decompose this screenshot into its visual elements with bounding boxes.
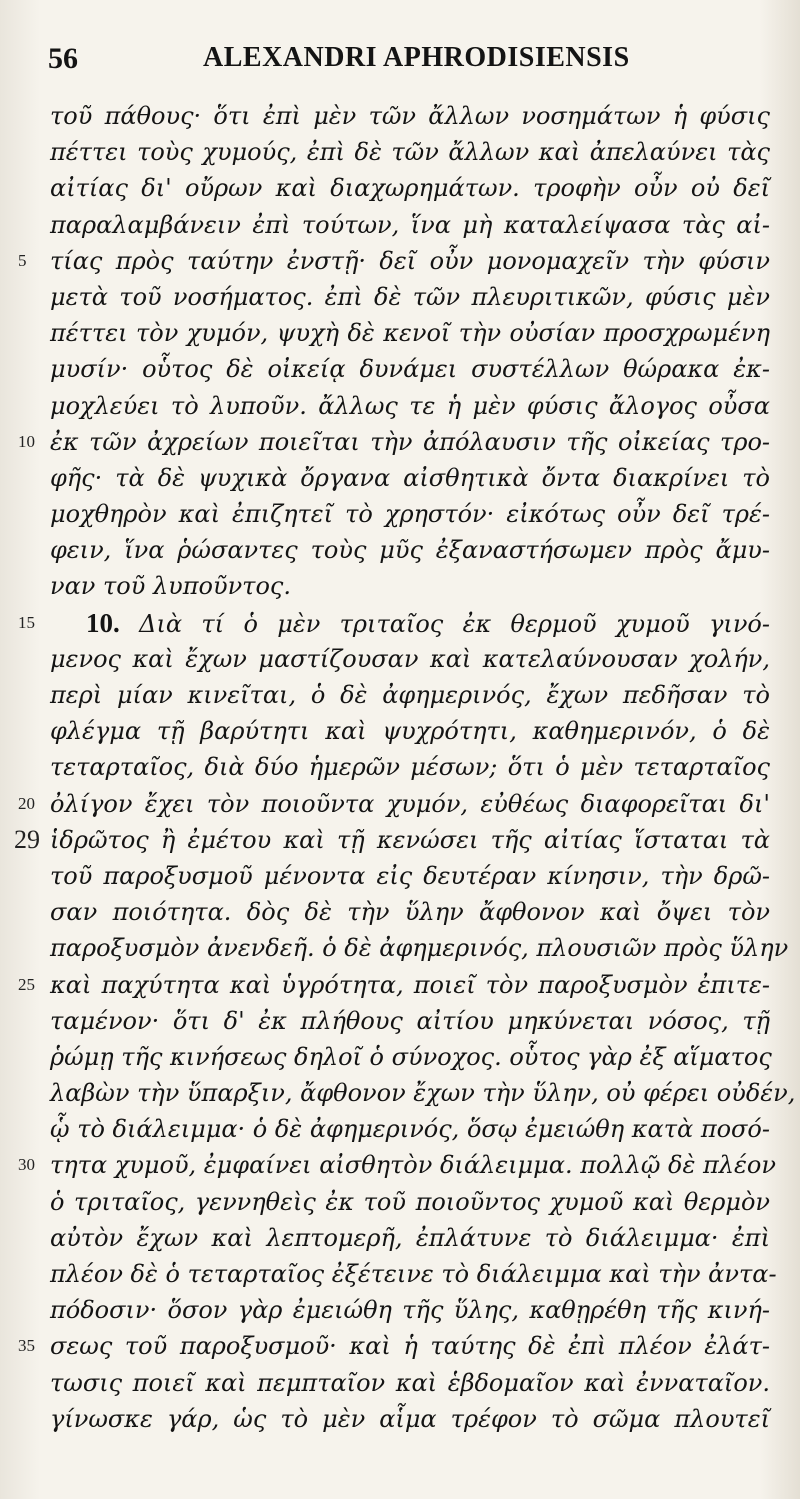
line-text: σεως τοῦ παροξυσμοῦ· καὶ ἡ ταύτης δὲ ἐπὶ πλέον ἐλάτ- xyxy=(50,1332,770,1361)
text-line xyxy=(0,641,800,677)
line-text: μοχθηρὸν καὶ ἐπιζητεῖ τὸ χρηστόν· εἰκότως οὖν δεῖ τρέ- xyxy=(50,500,770,529)
text-line xyxy=(0,930,800,966)
line-text: σαν ποιότητα. δὸς δὲ τὴν ὕλην ἄφθονον καὶ ὄψει τὸν xyxy=(50,898,770,927)
line-text: τοῦ παροξυσμοῦ μένοντα εἰς δευτέραν κίνησιν, τὴν δρῶ- xyxy=(50,861,770,890)
text-line xyxy=(0,98,800,134)
line-number: 10 xyxy=(18,431,35,451)
text-line xyxy=(0,134,800,170)
line-text: ᾧ τὸ διάλειμμα· ὁ δὲ ἀφημερινός, ὅσῳ ἐμειώθη κατὰ ποσό- xyxy=(50,1115,770,1144)
line-number: 15 xyxy=(18,612,35,632)
line-text xyxy=(86,605,770,641)
text-line xyxy=(0,749,800,785)
text-line xyxy=(0,460,800,496)
line-text: αἰτίας δι' οὔρων καὶ διαχωρημάτων. τροφὴν οὖν οὐ δεῖ xyxy=(50,174,770,203)
line-text: τίας πρὸς ταύτην ἐνστῇ· δεῖ οὖν μονομαχεῖν τὴν φύσιν xyxy=(50,246,770,275)
line-text: ἐκ τῶν ἀχρείων ποιεῖται τὴν ἀπόλαυσιν τῆς οἰκείας τρο- xyxy=(50,427,770,456)
line-text: ταμένον· ὅτι δ' ἐκ πλήθους αἰτίου μηκύνεται νόσος, τῇ xyxy=(50,1006,770,1035)
text-line xyxy=(0,388,800,424)
line-text: ῥώμῃ τῆς κινήσεως δηλοῖ ὁ σύνοχος. οὗτος γὰρ ἐξ αἵματος xyxy=(50,1042,772,1071)
line-text: ὁ τριταῖος, γεννηθεὶς ἐκ τοῦ ποιοῦντος χυμοῦ καὶ θερμὸν xyxy=(50,1187,770,1216)
text-line xyxy=(0,1365,800,1401)
text-line xyxy=(0,1075,800,1111)
margin-page-reference: 29 xyxy=(14,824,40,854)
text-line xyxy=(0,822,800,858)
line-text-content: Διὰ τί ὁ μὲν τριταῖος ἐκ θερμοῦ χυμοῦ γινό- xyxy=(139,609,770,638)
line-text: γίνωσκε γάρ, ὡς τὸ μὲν αἷμα τρέφον τὸ σῶμα πλουτεῖ xyxy=(50,1404,770,1433)
text-line xyxy=(0,894,800,930)
text-line xyxy=(0,243,800,279)
line-text: τητα χυμοῦ, ἐμφαίνει αἰσθητὸν διάλειμμα. πολλῷ δὲ πλέον xyxy=(50,1151,776,1180)
line-text: παροξυσμὸν ἀνενδεῆ. ὁ δὲ ἀφημερινός, πλουσιῶν πρὸς ὕλην xyxy=(50,934,789,963)
line-text: μενος καὶ ἔχων μαστίζουσαν καὶ κατελαύνουσαν χολήν, xyxy=(50,644,770,673)
text-line xyxy=(0,858,800,894)
text-line xyxy=(0,279,800,315)
line-text: πόδοσιν· ὅσον γὰρ ἐμειώθη τῆς ὕλης, καθῃρέθη τῆς κινή- xyxy=(50,1296,770,1325)
text-line xyxy=(0,1401,800,1437)
text-line xyxy=(0,1003,800,1039)
text-line xyxy=(0,1184,800,1220)
line-text: καὶ παχύτητα καὶ ὑγρότητα, ποιεῖ τὸν παροξυσμὸν ἐπιτε- xyxy=(50,970,770,999)
text-line xyxy=(0,786,800,822)
line-text: περὶ μίαν κινεῖται, ὁ δὲ ἀφημερινός, ἔχων πεδῆσαν τὸ xyxy=(50,681,770,709)
text-line xyxy=(0,496,800,532)
text-line xyxy=(0,424,800,460)
text-line xyxy=(0,532,800,568)
section-number: 10. xyxy=(86,607,120,638)
line-text: τοῦ πάθους· ὅτι ἐπὶ μὲν τῶν ἄλλων νοσημάτων ἡ φύσις xyxy=(50,102,770,130)
text-line xyxy=(0,1292,800,1328)
text-line xyxy=(0,1147,800,1183)
text-line xyxy=(0,1111,800,1147)
line-text: τωσις ποιεῖ καὶ πεμπταῖον καὶ ἑβδομαῖον καὶ ἐνναταῖον. xyxy=(50,1368,770,1397)
text-line xyxy=(0,713,800,749)
line-text: πλέον δὲ ὁ τεταρταῖος ἐξέτεινε τὸ διάλειμμα καὶ τὴν ἀντα- xyxy=(50,1260,777,1288)
text-line xyxy=(0,315,800,351)
line-number: 20 xyxy=(18,793,35,813)
text-line xyxy=(0,605,800,641)
text-line xyxy=(0,967,800,1003)
line-text: τεταρταῖος, διὰ δύο ἡμερῶν μέσων; ὅτι ὁ μὲν τεταρταῖος xyxy=(50,753,770,782)
line-text: φλέγμα τῇ βαρύτητι καὶ ψυχρότητι, καθημερινόν, ὁ δὲ xyxy=(50,717,770,746)
line-text: παραλαμβάνειν ἐπὶ τούτων, ἵνα μὴ καταλείψασα τὰς αἰ- xyxy=(50,210,770,239)
greek-text-body xyxy=(0,98,800,1437)
line-text: αὐτὸν ἔχων καὶ λεπτομερῆ, ἐπλάτυνε τὸ διάλειμμα· ἐπὶ xyxy=(50,1223,770,1252)
line-text: μυσίν· οὗτος δὲ οἰκείᾳ δυνάμει συστέλλων θώρακα ἐκ- xyxy=(50,355,770,384)
line-text: πέττει τὸν χυμόν, ψυχὴ δὲ κενοῖ τὴν οὐσίαν προσχρωμένη xyxy=(50,319,770,348)
running-title: ALEXANDRI APHRODISIENSIS xyxy=(203,42,630,73)
page-number: 56 xyxy=(48,42,78,75)
line-text: ὀλίγον ἔχει τὸν ποιοῦντα χυμόν, εὐθέως διαφορεῖται δι' xyxy=(50,789,770,818)
text-line xyxy=(0,1039,800,1075)
text-line xyxy=(0,351,800,387)
text-line xyxy=(0,568,800,604)
page-header xyxy=(48,42,748,82)
line-text: φειν, ἵνα ῥώσαντες τοὺς μῦς ἐξαναστήσωμεν πρὸς ἄμυ- xyxy=(50,536,770,565)
line-number: 5 xyxy=(18,250,27,270)
text-line xyxy=(0,207,800,243)
line-number: 30 xyxy=(18,1155,35,1175)
text-line xyxy=(0,1328,800,1364)
text-line xyxy=(0,1220,800,1256)
text-line xyxy=(0,677,800,713)
line-number: 25 xyxy=(18,974,35,994)
line-text: λαβὼν τὴν ὕπαρξιν, ἄφθονον ἔχων τὴν ὕλην, οὐ φέρει οὐδέν, xyxy=(50,1079,796,1108)
line-text: πέττει τοὺς χυμούς, ἐπὶ δὲ τῶν ἄλλων καὶ ἀπελαύνει τὰς xyxy=(50,138,770,167)
line-text: φῆς· τὰ δὲ ψυχικὰ ὄργανα αἰσθητικὰ ὄντα διακρίνει τὸ xyxy=(50,463,770,492)
line-number: 35 xyxy=(18,1336,35,1356)
line-text: ἱδρῶτος ἢ ἐμέτου καὶ τῇ κενώσει τῆς αἰτίας ἵσταται τὰ xyxy=(50,825,770,854)
line-text: μοχλεύει τὸ λυποῦν. ἄλλως τε ἡ μὲν φύσις ἄλογος οὖσα xyxy=(50,391,770,420)
line-text: μετὰ τοῦ νοσήματος. ἐπὶ δὲ τῶν πλευριτικῶν, φύσις μὲν xyxy=(50,282,770,311)
text-line xyxy=(0,1256,800,1292)
line-text: ναν τοῦ λυποῦντος. xyxy=(50,572,291,601)
text-line xyxy=(0,170,800,206)
